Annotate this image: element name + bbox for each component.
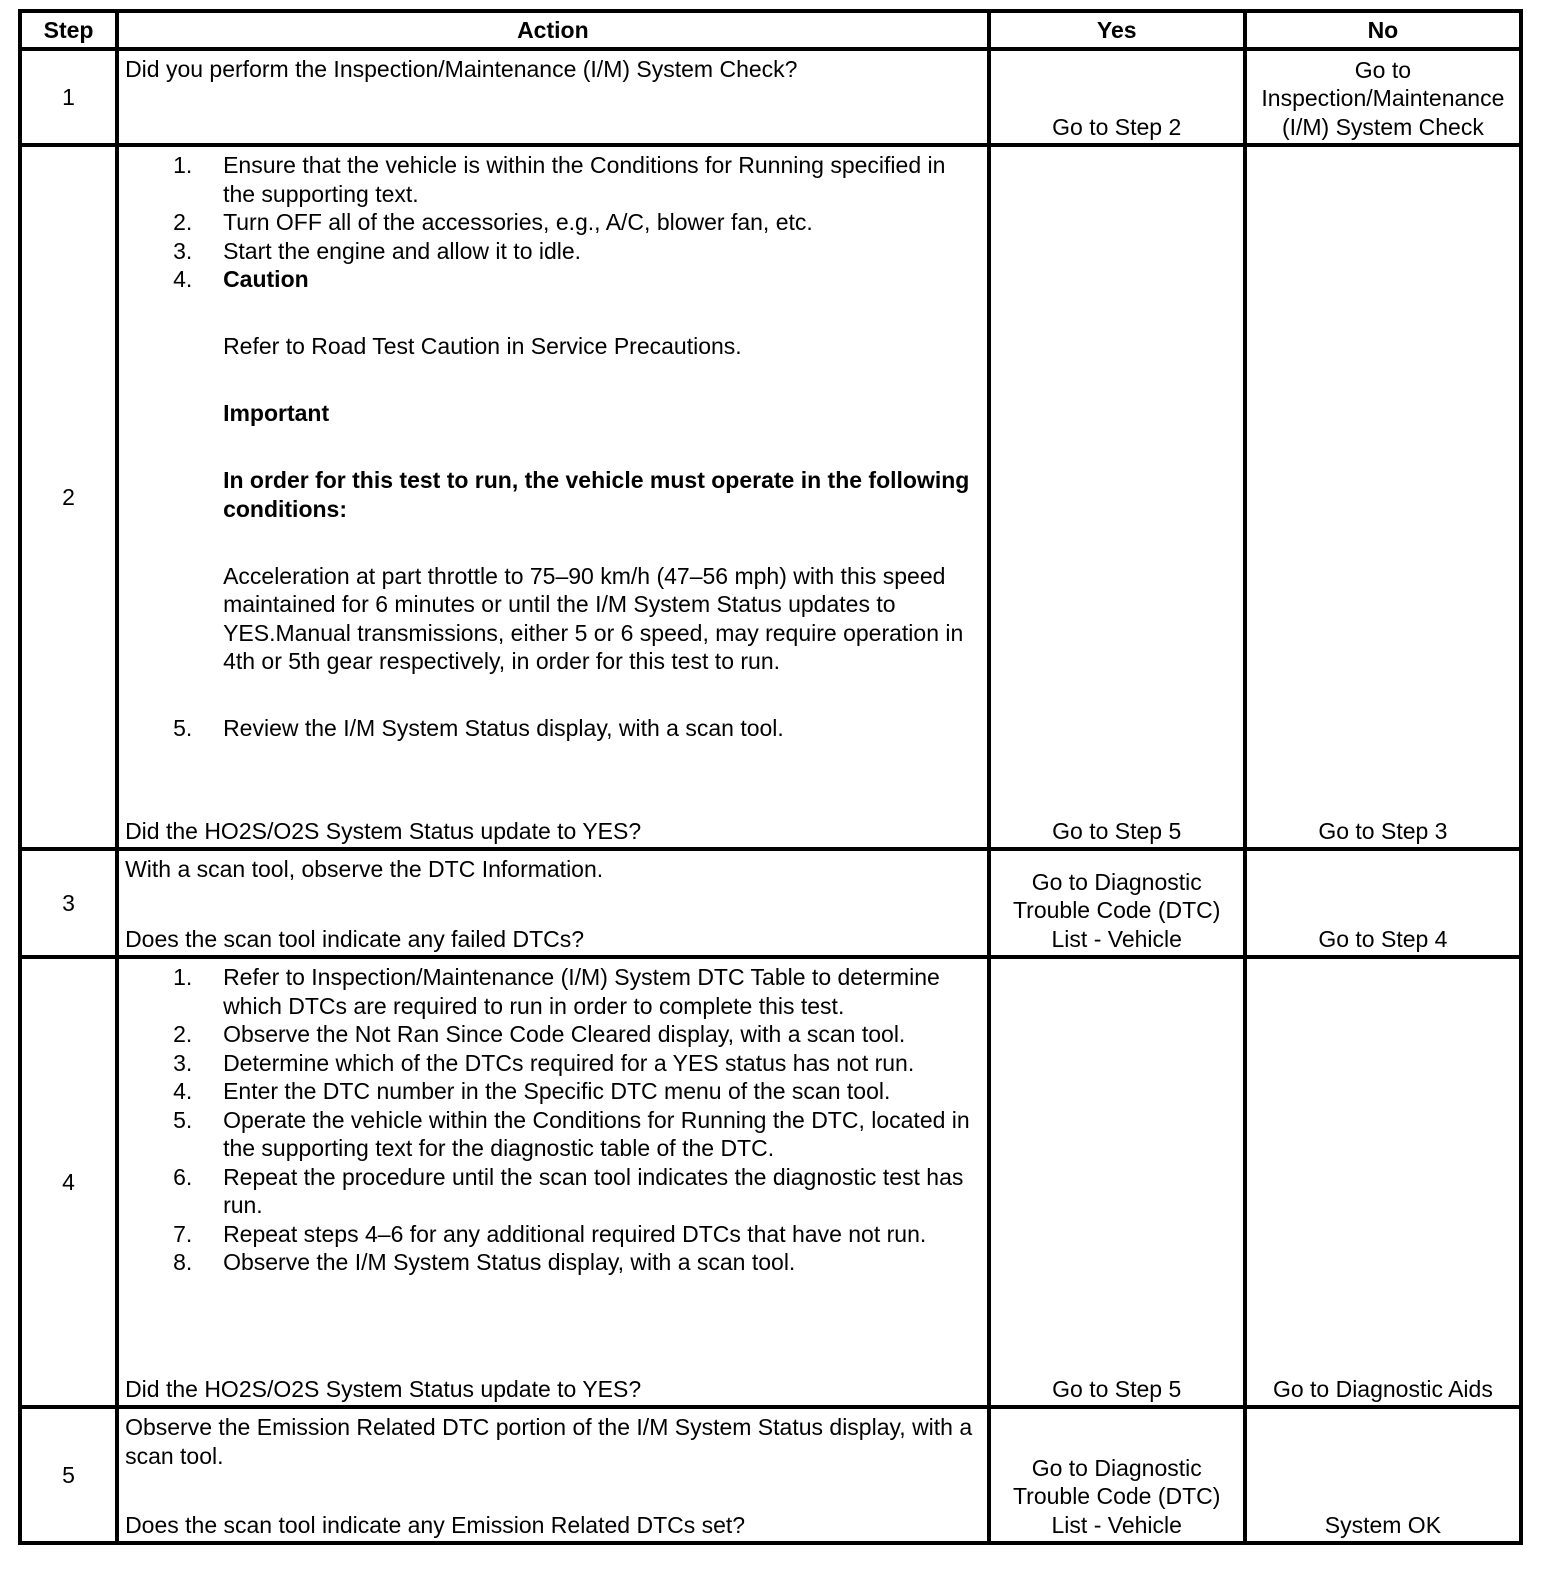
- yes-cell: Go to Diagnostic Trouble Code (DTC) List - Vehicle: [989, 1407, 1245, 1543]
- action-cell: [117, 1407, 989, 1543]
- action-text: With a scan tool, observe the DTC Information.: [125, 856, 604, 882]
- no-cell: Go to Inspection/Maintenance (I/M) System Check: [1245, 49, 1521, 145]
- action-cell: [117, 849, 989, 957]
- question-text: Did the HO2S/O2S System Status update to YES?: [125, 817, 642, 844]
- table-row-step-4: [20, 957, 1521, 1407]
- question-text: Does the scan tool indicate any Emission Related DTCs set?: [125, 1511, 746, 1538]
- action-cell: [117, 49, 989, 145]
- step-number: 1: [20, 49, 117, 145]
- conditions-text: Acceleration at part throttle to 75–90 km/h (47–56 mph) with this speed maintained for 6 minutes or until the I/M System Status updates to YES.Manual transmissions, either 5 or 6 speed, may require operation in 4th or 5th gear respectively, in order for this test to run.: [223, 562, 964, 674]
- list-item: 5. Review the I/M System Status display, with a scan tool.: [173, 715, 784, 741]
- list-item: 5. Operate the vehicle within the Conditions for Running the DTC, located in the supporting text for the diagnostic table of the DTC.: [173, 1106, 970, 1161]
- list-item: 7. Repeat steps 4–6 for any additional required DTCs that have not run.: [173, 1220, 927, 1247]
- no-cell: Go to Step 3: [1245, 145, 1521, 849]
- action-cell: [117, 145, 989, 849]
- yes-cell: Go to Step 5: [989, 957, 1245, 1407]
- action-cell: [117, 957, 989, 1407]
- list-item: 2. Observe the Not Ran Since Code Cleared display, with a scan tool.: [173, 1021, 906, 1047]
- header-no: No: [1245, 11, 1521, 49]
- question-text: Does the scan tool indicate any failed DTCs?: [125, 925, 585, 952]
- diagnostic-table: [18, 9, 1523, 1545]
- no-cell: System OK: [1245, 1407, 1521, 1543]
- header-step: Step: [20, 11, 117, 49]
- important-text: In order for this test to run, the vehicle must operate in the following conditions:: [223, 467, 970, 522]
- list-item: 1. Refer to Inspection/Maintenance (I/M) System DTC Table to determine which DTCs are required to run in order to complete this test.: [173, 964, 940, 1019]
- step-number: 3: [20, 849, 117, 957]
- header-action: Action: [117, 11, 989, 49]
- table-row-step-5: [20, 1407, 1521, 1543]
- list-item: 4. Caution Refer to Road Test Caution in Service Precautions. Important In order for this test to run, the vehicle must operate in the following conditions: Acceleration at part throttle to 75–90 km/h (47–56 mph) with this speed maintained for 6 minutes or until the I/M System Status updates to YES.Manual transmissions, either 5 or 6 speed, may require operation in 4th or 5th gear respectively, in order for this test to run.: [125, 265, 981, 714]
- step-number: 2: [20, 145, 117, 849]
- list-item: 3. Determine which of the DTCs required for a YES status has not run.: [173, 1049, 915, 1076]
- no-cell: Go to Diagnostic Aids: [1245, 957, 1521, 1407]
- caution-label: Caution: [223, 266, 309, 292]
- header-yes: Yes: [989, 11, 1245, 49]
- procedure-list: [125, 151, 981, 743]
- list-item: 8. Observe the I/M System Status display, with a scan tool.: [173, 1249, 796, 1275]
- step-number: 5: [20, 1407, 117, 1543]
- table-row-step-1: [20, 49, 1521, 145]
- no-cell: Go to Step 4: [1245, 849, 1521, 957]
- yes-cell: Go to Diagnostic Trouble Code (DTC) List - Vehicle: [989, 849, 1245, 957]
- list-item: 2. Turn OFF all of the accessories, e.g., A/C, blower fan, etc.: [173, 209, 813, 235]
- header-row: [20, 11, 1521, 49]
- table-row-step-3: [20, 849, 1521, 957]
- question-text: Did you perform the Inspection/Maintenance (I/M) System Check?: [125, 56, 798, 82]
- procedure-list: [125, 963, 981, 1277]
- list-item: 3. Start the engine and allow it to idle.: [173, 237, 582, 264]
- important-label: Important: [223, 400, 330, 426]
- caution-text: Refer to Road Test Caution in Service Precautions.: [223, 333, 742, 359]
- list-item: 6. Repeat the procedure until the scan tool indicates the diagnostic test has run.: [173, 1163, 964, 1218]
- list-item: 1. Ensure that the vehicle is within the Conditions for Running specified in the supporting text.: [173, 152, 946, 207]
- table-row-step-2: [20, 145, 1521, 849]
- question-text: Did the HO2S/O2S System Status update to YES?: [125, 1375, 642, 1402]
- step-number: 4: [20, 957, 117, 1407]
- list-item: 4. Enter the DTC number in the Specific DTC menu of the scan tool.: [173, 1078, 891, 1104]
- yes-cell: Go to Step 5: [989, 145, 1245, 849]
- yes-cell: Go to Step 2: [989, 49, 1245, 145]
- action-text: Observe the Emission Related DTC portion of the I/M System Status display, with a scan tool.: [125, 1414, 973, 1469]
